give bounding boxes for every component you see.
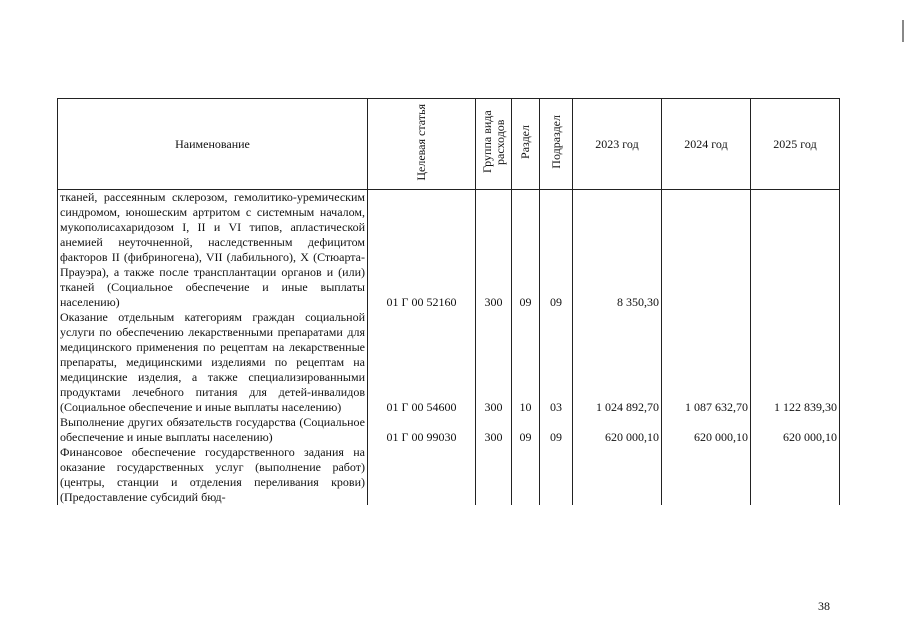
row-amount-2023: 8 350,30 bbox=[573, 190, 662, 311]
row-target-article: 01 Г 00 52160 bbox=[368, 190, 476, 311]
page-number: 38 bbox=[818, 599, 830, 613]
row-target-article: 01 Г 00 99030 bbox=[368, 415, 476, 445]
header-name: Наименование bbox=[58, 99, 368, 190]
row-section: 09 bbox=[512, 415, 540, 445]
row-amount-2024 bbox=[662, 190, 751, 311]
row-amount-2025 bbox=[751, 190, 840, 311]
row-amount-2024 bbox=[662, 445, 751, 505]
row-amount-2024: 620 000,10 bbox=[662, 415, 751, 445]
row-expense-group: 300 bbox=[476, 415, 512, 445]
row-amount-2023 bbox=[573, 445, 662, 505]
header-2025: 2025 год bbox=[751, 99, 840, 190]
row-subsection: 09 bbox=[540, 190, 573, 311]
table-header-row bbox=[58, 99, 840, 190]
row-subsection: 03 bbox=[540, 310, 573, 415]
header-2023: 2023 год bbox=[573, 99, 662, 190]
table-row bbox=[58, 310, 840, 415]
header-2024: 2024 год bbox=[662, 99, 751, 190]
header-target-article: Целевая статья bbox=[368, 99, 476, 190]
row-section: 10 bbox=[512, 310, 540, 415]
header-expense-group: Группа вида расходов bbox=[476, 99, 512, 190]
row-target-article: 01 Г 00 54600 bbox=[368, 310, 476, 415]
row-name: Оказание отдельным категориям граждан социальной услуги по обеспечению лекарственными препаратами для медицинского применения по рецептам на лекарственные препараты, медицинскими изделиями по рецептам на медицинские изделия, а также специализированными продуктами лечебного питания для детей-инвалидов (Социальное обеспечение и иные выплаты населению) bbox=[58, 310, 368, 415]
row-section bbox=[512, 445, 540, 505]
row-name: тканей, рассеянным склерозом, гемолитико-уремическим синдромом, юношеским артритом с системным началом, мукополисахаридозом I, II и VI типов, апластической анемией неуточненной, наследственным дефицитом факторов II (фибриногена), VII (лабильного), X (Стюарта-Прауэра), а также после трансплантации органов и (или) тканей (Социальное обеспечение и иные выплаты населению) bbox=[58, 190, 368, 311]
row-amount-2023: 1 024 892,70 bbox=[573, 310, 662, 415]
row-amount-2023: 620 000,10 bbox=[573, 415, 662, 445]
row-section: 09 bbox=[512, 190, 540, 311]
row-amount-2025: 1 122 839,30 bbox=[751, 310, 840, 415]
row-expense-group: 300 bbox=[476, 310, 512, 415]
row-amount-2024: 1 087 632,70 bbox=[662, 310, 751, 415]
row-expense-group: 300 bbox=[476, 190, 512, 311]
row-target-article bbox=[368, 445, 476, 505]
row-name: Выполнение других обязательств государства (Социальное обеспечение и иные выплаты населению) bbox=[58, 415, 368, 445]
table-row bbox=[58, 190, 840, 311]
table-row bbox=[58, 415, 840, 445]
row-subsection: 09 bbox=[540, 415, 573, 445]
table-row bbox=[58, 445, 840, 505]
row-subsection bbox=[540, 445, 573, 505]
row-amount-2025 bbox=[751, 445, 840, 505]
row-name: Финансовое обеспечение государственного задания на оказание государственных услуг (выполнение работ) (центры, станции и отделения переливания крови) (Предоставление субсидий бюд- bbox=[58, 445, 368, 505]
row-amount-2025: 620 000,10 bbox=[751, 415, 840, 445]
row-expense-group bbox=[476, 445, 512, 505]
budget-table-container bbox=[57, 98, 839, 586]
scan-edge-mark bbox=[902, 20, 904, 42]
header-subsection: Подраздел bbox=[540, 99, 573, 190]
header-section: Раздел bbox=[512, 99, 540, 190]
budget-table bbox=[57, 98, 840, 505]
